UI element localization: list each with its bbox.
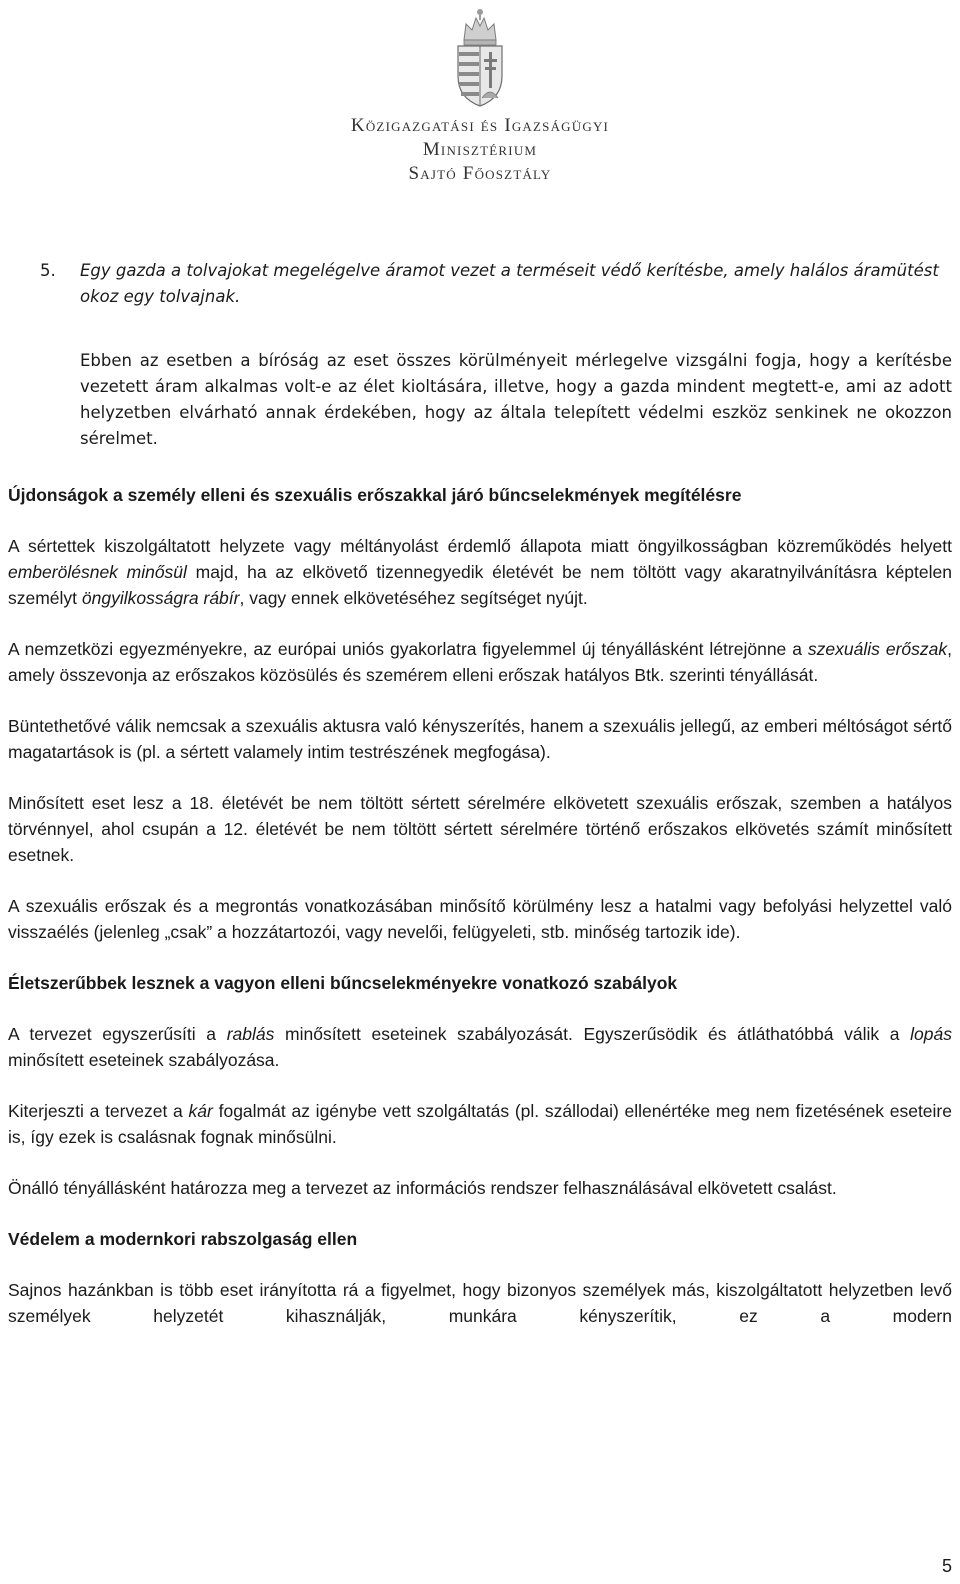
paragraph-slavery: Sajnos hazánkban is több eset irányította rá a figyelmet, hogy bizonyos személyek más, kiszolgáltatott helyzetben levő személyek helyzetét kihasználják, munkára kényszerítik, ez a modern	[8, 1280, 952, 1326]
text-run: A sértettek kiszolgáltatott helyzete vagy méltányolást érdemlő állapota miatt öngyilkosságban közreműködés helyett	[8, 536, 952, 556]
section-heading-personal: Újdonságok a személy elleni és szexuális erőszakkal járó bűncselekmények megítélésre	[8, 485, 742, 505]
text-run: A tervezet egyszerűsíti a	[8, 1024, 227, 1044]
text-run: A nemzetközi egyezményekre, az európai uniós gyakorlatra figyelemmel új tényállásként létrejönne a	[8, 639, 808, 659]
ministry-line-1: Közigazgatási és Igazságügyi	[350, 115, 610, 136]
coat-of-arms-icon	[450, 6, 510, 110]
main-content	[8, 482, 952, 1354]
text-run: fogalmát az igénybe vett szolgáltatás (pl. szállodai) ellenértéke meg nem fizetésének eseteire is, így ezek is csalásnak fognak minősülni.	[8, 1101, 952, 1147]
emphasis: szexuális erőszak	[807, 639, 948, 659]
text-run: , vagy ennek elkövetéséhez segítséget nyújt.	[239, 588, 588, 608]
section-heading-property: Életszerűbbek lesznek a vagyon elleni bűncselekményekre vonatkozó szabályok	[8, 973, 678, 993]
page-number: 5	[941, 1556, 952, 1576]
item-text: Egy gazda a tolvajokat megelégelve áramot vezet a terméseit védő kerítésbe, amely halálos áramütést okoz egy tolvajnak.	[80, 261, 939, 306]
paragraph-damage	[8, 1098, 952, 1150]
text-run: minősített eseteinek szabályozása.	[8, 1050, 280, 1070]
paragraph-robbery	[8, 1021, 952, 1073]
paragraph-punishable: Büntethetővé válik nemcsak a szexuális aktusra való kényszerítés, hanem a szexuális jellegű, az emberi méltóságot sértő magatartások is (pl. a sértett valamely intim testrészének megfogása).	[8, 716, 952, 762]
emphasis: lopás	[910, 1024, 952, 1044]
emphasis: kár	[188, 1101, 213, 1121]
court-paragraph: Ebben az esetben a bíróság az eset összes körülményeit mérlegelve vizsgálni fogja, hogy a kerítésbe vezetett áram alkalmas volt-e az élet kioltására, illetve, hogy a gazda mindent megtett-e, ami az adott helyzetben elvárható annak érdekében, hogy az általa telepített védelmi eszköz senkinek ne okozzon sérelmet.	[80, 351, 952, 448]
paragraph-abuse-of-power: A szexuális erőszak és a megrontás vonatkozásában minősítő körülmény lesz a hatalmi vagy befolyási helyzettel való visszaélés (jelenleg „csak” a hozzátartozói, vagy nevelői, felügyeleti, stb. minőség tartozik ide).	[8, 896, 952, 942]
ministry-name	[0, 114, 960, 186]
text-run: Kiterjeszti a tervezet a	[8, 1101, 189, 1121]
ministry-line-2: Minisztérium	[422, 139, 538, 160]
ministry-header	[0, 6, 960, 186]
paragraph-it-fraud: Önálló tényállásként határozza meg a tervezet az információs rendszer felhasználásával elkövetett csalást.	[8, 1178, 837, 1198]
paragraph-sexual-violence	[8, 636, 952, 688]
emphasis: rablás	[226, 1024, 275, 1044]
text-run: , amely összevonja az erőszakos közösülés és szemérem elleni erőszak hatályos Btk. szerinti tényállását.	[8, 639, 952, 685]
text-run: minősített eseteinek szabályozását. Egyszerűsödik és átláthatóbbá válik a	[274, 1024, 911, 1044]
ministry-line-3: Sajtó Főosztály	[408, 163, 552, 184]
paragraph-suicide	[8, 533, 952, 611]
paragraph-qualified-case: Minősített eset lesz a 18. életévét be nem töltött sértett sérelmére elkövetett szexuális erőszak, szemben a hatályos törvénnyel, ahol csupán a 12. életévét be nem töltött sértett sérelmére történő erőszakos elkövetés számít minősített esetnek.	[8, 793, 952, 865]
text-run: majd, ha az elkövető tizennegyedik életévét be nem töltött vagy akaratnyilvánításra képtelen személyt	[8, 562, 952, 608]
emphasis: emberölésnek minősül	[8, 562, 187, 582]
section-heading-slavery: Védelem a modernkori rabszolgaság ellen	[8, 1229, 358, 1249]
emphasis: öngyilkosságra rábír	[81, 588, 240, 608]
item-number: 5.	[40, 261, 56, 280]
